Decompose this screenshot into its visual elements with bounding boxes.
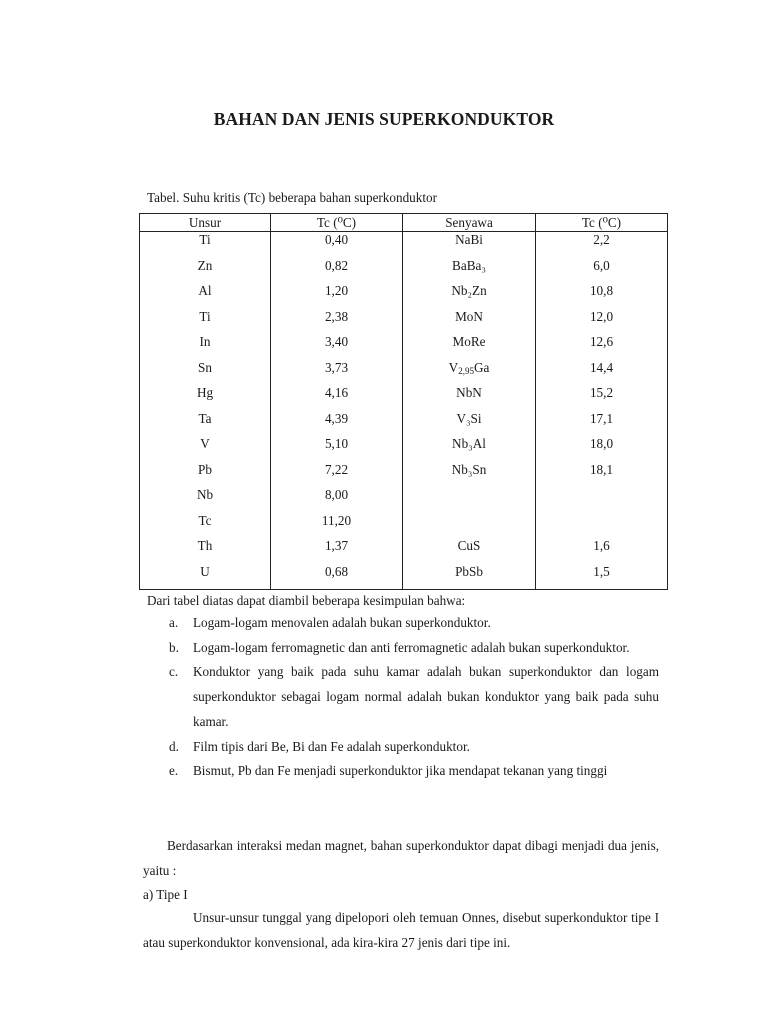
- cell-tc-unsur: 0,68: [271, 564, 403, 590]
- cell-senyawa: V₃Si: [403, 411, 536, 437]
- list-marker: a.: [169, 615, 179, 630]
- cell-tc-senyawa: [536, 513, 668, 539]
- cell-unsur: U: [140, 564, 271, 590]
- type-one-heading: a) Tipe I: [143, 887, 188, 902]
- cell-tc-unsur: 5,10: [271, 436, 403, 462]
- cell-unsur: Ta: [140, 411, 271, 437]
- list-item: [147, 636, 659, 661]
- table-row: [140, 309, 668, 335]
- table-row: [140, 436, 668, 462]
- cell-tc-senyawa: 14,4: [536, 360, 668, 386]
- cell-unsur: Zn: [140, 258, 271, 284]
- page-title: BAHAN DAN JENIS SUPERKONDUKTOR: [213, 109, 555, 129]
- cell-unsur: Sn: [140, 360, 271, 386]
- list-item: [147, 759, 659, 784]
- cell-unsur: In: [140, 334, 271, 360]
- superconductor-table: [139, 213, 668, 590]
- cell-senyawa: [403, 487, 536, 513]
- table-row: [140, 360, 668, 386]
- list-item: [147, 735, 659, 760]
- formula-tail: Ga: [473, 359, 490, 375]
- cell-tc-unsur: 1,37: [271, 538, 403, 564]
- formula-main: V: [448, 359, 459, 375]
- cell-senyawa: [403, 513, 536, 539]
- cell-tc-unsur: 0,40: [271, 232, 403, 258]
- table-row: [140, 232, 668, 258]
- cell-unsur: V: [140, 436, 271, 462]
- cell-senyawa: Nb₂Zn: [403, 283, 536, 309]
- formula-subscript: 2,95: [458, 365, 474, 376]
- cell-tc-unsur: 4,39: [271, 411, 403, 437]
- table-row: [140, 334, 668, 360]
- cell-tc-senyawa: 10,8: [536, 283, 668, 309]
- list-item: [147, 611, 659, 636]
- cell-tc-senyawa: 17,1: [536, 411, 668, 437]
- cell-senyawa: Nb₃Al: [403, 436, 536, 462]
- cell-tc-unsur: 2,38: [271, 309, 403, 335]
- cell-tc-senyawa: 15,2: [536, 385, 668, 411]
- cell-tc-unsur: 11,20: [271, 513, 403, 539]
- cell-tc-senyawa: 12,0: [536, 309, 668, 335]
- cell-tc-unsur: 4,16: [271, 385, 403, 411]
- conclusion-list: [147, 611, 659, 784]
- cell-unsur: Ti: [140, 232, 271, 258]
- cell-senyawa: BaBa₃: [403, 258, 536, 284]
- cell-tc-senyawa: [536, 487, 668, 513]
- type-one-paragraph: Unsur-unsur tunggal yang dipelopori oleh temuan Onnes, disebut superkonduktor tipe I atau superkonduktor konvensional, ada kira-kira 27 jenis dari tipe ini.: [143, 910, 659, 950]
- cell-tc-senyawa: 2,2: [536, 232, 668, 258]
- table-caption: Tabel. Suhu kritis (Tc) beberapa bahan superkonduktor: [147, 190, 438, 205]
- cell-senyawa: [403, 360, 536, 386]
- table-header-row: [140, 214, 668, 232]
- list-item-text: Logam-logam ferromagnetic dan anti ferromagnetic adalah bukan superkonduktor.: [193, 639, 630, 655]
- cell-senyawa: NaBi: [403, 232, 536, 258]
- list-item-text: Logam-logam menovalen adalah bukan superkonduktor.: [193, 615, 491, 630]
- table-row: [140, 462, 668, 488]
- cell-tc-unsur: 8,00: [271, 487, 403, 513]
- cell-tc-senyawa: 1,5: [536, 564, 668, 590]
- list-marker: d.: [169, 738, 179, 754]
- cell-tc-senyawa: 18,0: [536, 436, 668, 462]
- cell-unsur: Ti: [140, 309, 271, 335]
- list-marker: e.: [169, 763, 179, 779]
- header-tc-unsur: Tc (⁰C): [271, 214, 403, 232]
- cell-unsur: Th: [140, 538, 271, 564]
- cell-senyawa: MoN: [403, 309, 536, 335]
- cell-tc-unsur: 3,73: [271, 360, 403, 386]
- list-item-text: Film tipis dari Be, Bi dan Fe adalah superkonduktor.: [193, 738, 470, 754]
- list-item-text: Konduktor yang baik pada suhu kamar adalah bukan superkonduktor dan logam superkonduktor sebagai logam normal adalah bukan konduktor yang baik pada suhu kamar.: [193, 664, 659, 729]
- list-item-text: Bismut, Pb dan Fe menjadi superkonduktor jika mendapat tekanan yang tinggi: [193, 763, 608, 779]
- cell-unsur: Tc: [140, 513, 271, 539]
- table-row: [140, 487, 668, 513]
- cell-unsur: Al: [140, 283, 271, 309]
- cell-senyawa: CuS: [403, 538, 536, 564]
- cell-tc-unsur: 3,40: [271, 334, 403, 360]
- table-row: [140, 513, 668, 539]
- paragraph-types: Berdasarkan interaksi medan magnet, bahan superkonduktor dapat dibagi menjadi dua jenis, yaitu :: [143, 838, 659, 878]
- table-row: [140, 258, 668, 284]
- cell-tc-senyawa: 6,0: [536, 258, 668, 284]
- table-row: [140, 538, 668, 564]
- conclusion-intro: Dari tabel diatas dapat diambil beberapa kesimpulan bahwa:: [147, 593, 466, 608]
- cell-tc-senyawa: 12,6: [536, 334, 668, 360]
- header-tc-senyawa: Tc (⁰C): [536, 214, 668, 232]
- cell-tc-unsur: 1,20: [271, 283, 403, 309]
- cell-tc-senyawa: 1,6: [536, 538, 668, 564]
- header-unsur: Unsur: [140, 214, 271, 232]
- cell-senyawa: PbSb: [403, 564, 536, 590]
- cell-tc-unsur: 0,82: [271, 258, 403, 284]
- cell-unsur: Pb: [140, 462, 271, 488]
- cell-unsur: Nb: [140, 487, 271, 513]
- table-row: [140, 283, 668, 309]
- table-row: [140, 411, 668, 437]
- table-row: [140, 385, 668, 411]
- cell-senyawa: MoRe: [403, 334, 536, 360]
- cell-senyawa: NbN: [403, 385, 536, 411]
- cell-tc-unsur: 7,22: [271, 462, 403, 488]
- cell-senyawa: Nb₃Sn: [403, 462, 536, 488]
- header-senyawa: Senyawa: [403, 214, 536, 232]
- cell-unsur: Hg: [140, 385, 271, 411]
- list-marker: c.: [169, 664, 179, 680]
- cell-tc-senyawa: 18,1: [536, 462, 668, 488]
- list-marker: b.: [169, 639, 179, 655]
- table-row: [140, 564, 668, 590]
- list-item: [147, 660, 659, 734]
